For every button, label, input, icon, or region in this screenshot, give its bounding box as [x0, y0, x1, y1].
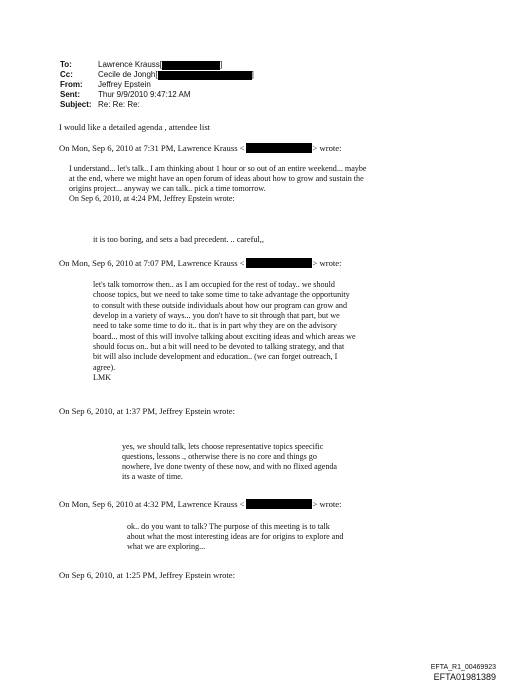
intro-line: I would like a detailed agenda , attendee list: [59, 122, 211, 132]
cc-value: Cecile de Jongh[: [98, 70, 158, 79]
sent-label: Sent:: [60, 90, 80, 99]
cc-row: Cc: Cecile de Jongh[ ]: [60, 70, 254, 79]
quote-body: ok.. do you want to talk? The purpose of this meeting is to talk about what the most interesting ideas are for origins to explore and what we are exploring...: [127, 522, 344, 552]
quote-body: let's talk tomorrow then.. as I am occupied for the rest of today.. we should choose topics, but we need to take some time to take advantage the opportunity to consult with these outside individuals about how our program can grow and develop in a variety of ways... you don't have to sit through that part, but we need to take some time to do it.. that is in part why they are on the advisory board... most of this will involve talking about exciting ideas and which areas we should focus on.. but a bit will need to be devoted to talking strategy, and that bit will also include development and education.. (we can forget outreach, I agree). LMK: [93, 280, 356, 383]
quote-attribution: On Sep 6, 2010, at 1:25 PM, Jeffrey Epstein wrote:: [59, 570, 235, 580]
redaction-bar: [246, 143, 312, 153]
sent-value: Thur 9/9/2010 9:47:12 AM: [98, 90, 191, 99]
email-header: [60, 60, 254, 110]
redaction-bar: [246, 258, 312, 268]
quote-attribution: On Mon, Sep 6, 2010 at 4:32 PM, Lawrence Krauss < > wrote:: [59, 499, 342, 509]
to-label: To:: [60, 60, 72, 69]
document-reference-small: EFTA_R1_00469923: [430, 664, 496, 671]
quote-attribution: On Sep 6, 2010, at 1:37 PM, Jeffrey Epstein wrote:: [59, 406, 235, 416]
redaction-bar: [246, 499, 312, 509]
subject-row: [60, 100, 254, 110]
from-value: Jeffrey Epstein: [98, 80, 151, 89]
document-reference-large: EFTA01981389: [433, 672, 496, 682]
redaction-bar: [162, 61, 220, 70]
quote-body: I understand... let's talk.. I am thinking about 1 hour or so out of an entire weekend... maybe at the end, where we might have an open forum of ideas about how to grow and sustain the origins project... anyway we can talk.. pick a time tomorrow. On Sep 6, 2010, at 4:24 PM, Jeffrey Epstein wrote:: [69, 164, 367, 204]
cc-label: Cc:: [60, 70, 73, 79]
quote-attribution: On Mon, Sep 6, 2010 at 7:07 PM, Lawrence Krauss < > wrote:: [59, 258, 342, 268]
sent-row: [60, 90, 254, 100]
to-row: To: Lawrence Krauss[ ]: [60, 60, 223, 69]
to-value: Lawrence Krauss[: [98, 60, 163, 69]
quote-body: it is too boring, and sets a bad precedent. .. careful,,: [93, 235, 264, 244]
quote-body: yes, we should talk, lets choose representative topics speecific questions, lessons ., otherwise there is no core and things go nowhere, Ive done twenty of these now, and with no flixed agenda its a waste of time.: [122, 442, 338, 482]
quote-attribution: On Mon, Sep 6, 2010 at 7:31 PM, Lawrence Krauss < > wrote:: [59, 143, 342, 153]
from-row: [60, 80, 254, 90]
subject-label: Subject:: [60, 100, 92, 109]
redaction-bar: [158, 71, 252, 80]
from-label: From:: [60, 80, 83, 89]
subject-value: Re: Re: Re:: [98, 100, 140, 109]
